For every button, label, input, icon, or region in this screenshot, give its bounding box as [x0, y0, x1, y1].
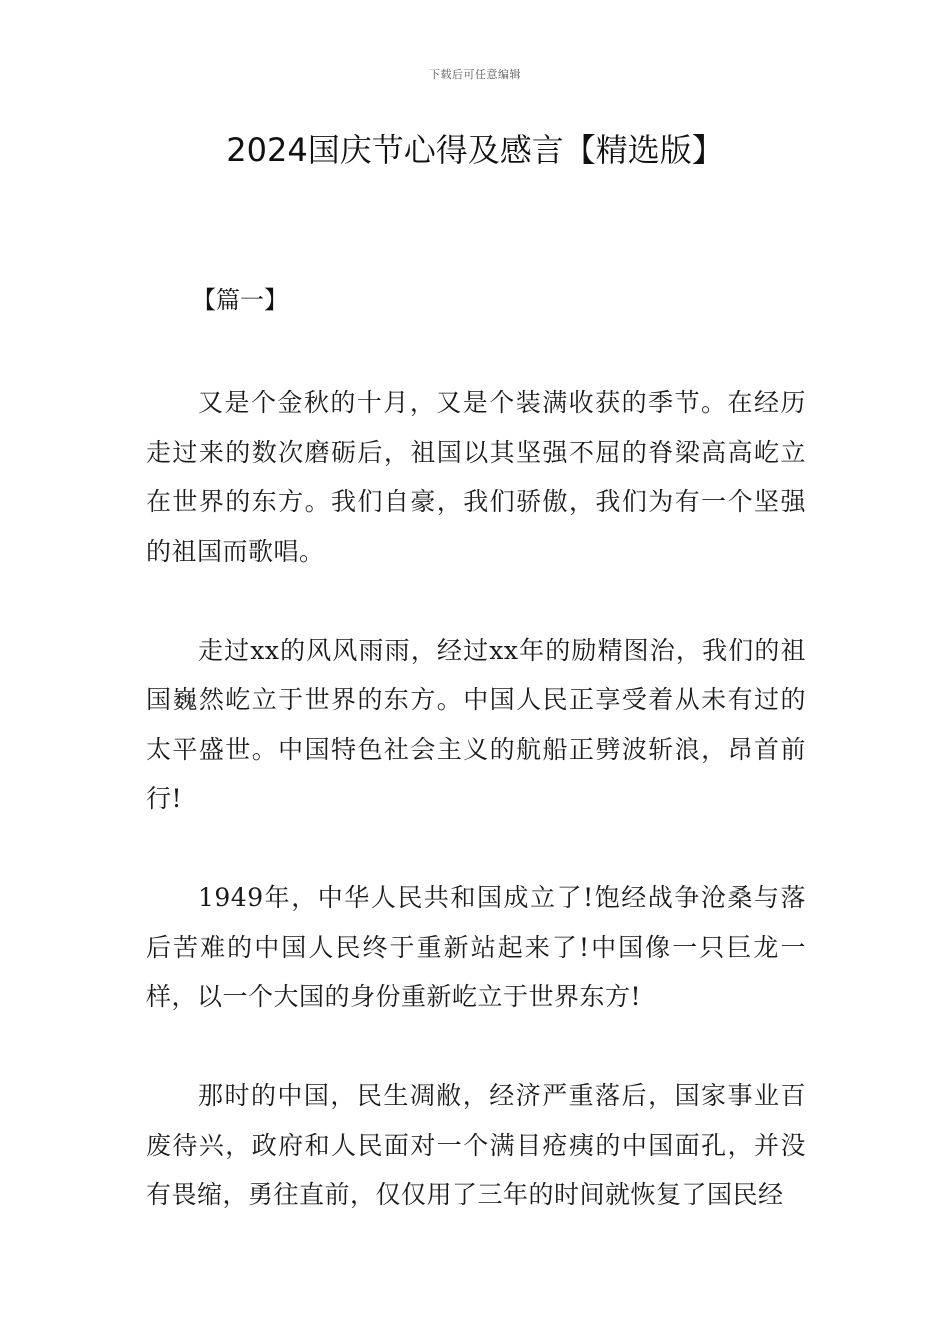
paragraph-1: 又是个金秋的十月，又是个装满收获的季节。在经历走过来的数次磨砺后，祖国以其坚强不屈的脊梁高高屹立在世界的东方。我们自豪，我们骄傲，我们为有一个坚强的祖国而歌唱。: [146, 388, 806, 566]
section-heading: 【篇一】: [192, 286, 288, 314]
paragraph-3: 1949年，中华人民共和国成立了!饱经战争沧桑与落后苦难的中国人民终于重新站起来了!中国像一只巨龙一样，以一个大国的身份重新屹立于世界东方!: [146, 883, 806, 1011]
document-title: 2024国庆节心得及感言【精选版】: [226, 131, 724, 169]
paragraph-4: 那时的中国，民生凋敝，经济严重落后，国家事业百废待兴，政府和人民面对一个满目疮痍的中国面孔，并没有畏缩，勇往直前，仅仅用了三年的时间就恢复了国民经: [146, 1081, 806, 1209]
header-note: 下载后可任意编辑: [429, 68, 521, 81]
paragraph-2: 走过xx的风风雨雨，经过xx年的励精图治，我们的祖国巍然屹立于世界的东方。中国人民正享受着从未有过的太平盛世。中国特色社会主义的航船正劈波斩浪，昂首前行!: [146, 635, 806, 813]
document-body: [146, 378, 806, 1269]
